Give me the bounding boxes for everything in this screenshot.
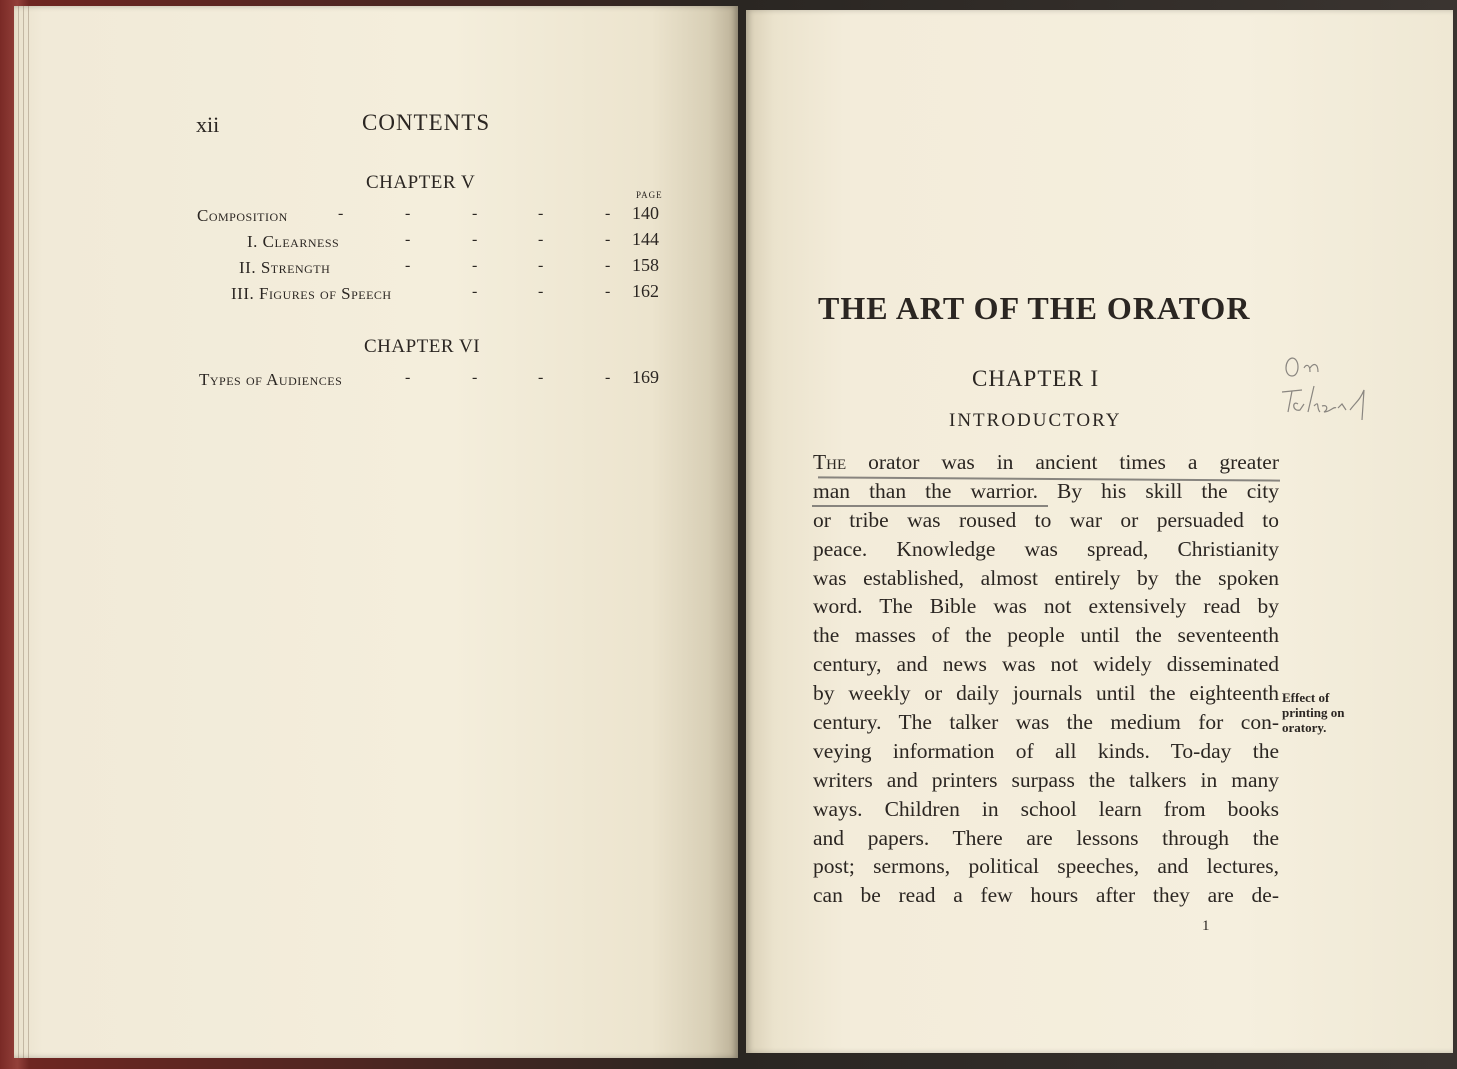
body-line: century. The talker was the medium for con- — [813, 710, 1279, 735]
body-line: or tribe was roused to war or persuaded to — [813, 507, 1279, 532]
chapter-heading: CHAPTER I — [972, 366, 1100, 391]
toc-entry-label: II. Strength — [239, 258, 331, 277]
body-line: ways. Children in school learn from books — [813, 796, 1279, 821]
body-line: and papers. There are lessons through the — [813, 825, 1279, 850]
body-line: was established, almost entirely by the spoken — [813, 565, 1279, 590]
folio: 1 — [1202, 918, 1210, 934]
body-line: veying information of all kinds. To-day the — [813, 738, 1279, 763]
toc-entry-label: III. Figures of Speech — [231, 284, 392, 303]
toc-entry-label: Composition — [197, 206, 288, 225]
margin-note: Effect of printing on oratory. — [1282, 690, 1345, 735]
body-paragraph — [813, 448, 1279, 910]
toc-page-number: 140 — [632, 203, 659, 223]
body-line: the masses of the people until the seventeenth — [813, 623, 1279, 648]
body-line: by weekly or daily journals until the eighteenth — [813, 681, 1279, 706]
body-line: man than the warrior. By his skill the city — [813, 478, 1279, 503]
body-line: peace. Knowledge was spread, Christianity — [813, 536, 1279, 561]
running-head: CONTENTS — [362, 110, 491, 135]
handwritten-annotation — [1280, 350, 1400, 430]
chapter-heading: CHAPTER V — [366, 172, 476, 193]
body-line: can be read a few hours after they are de- — [813, 883, 1279, 908]
body-line: century, and news was not widely disseminated — [813, 652, 1279, 677]
page-number: xii — [196, 112, 220, 137]
body-line: post; sermons, political speeches, and lectures, — [813, 854, 1279, 879]
book-title: THE ART OF THE ORATOR — [818, 290, 1251, 326]
toc-page-number: 158 — [632, 255, 659, 275]
toc-page-number: 144 — [632, 229, 659, 249]
section-heading: INTRODUCTORY — [949, 410, 1122, 431]
body-line: The orator was in ancient times a greater — [813, 450, 1279, 474]
body-line: writers and printers surpass the talkers in many — [813, 767, 1279, 792]
toc-page-number: 169 — [632, 367, 659, 387]
body-line: word. The Bible was not extensively read by — [813, 594, 1279, 619]
left-page — [14, 6, 738, 1058]
toc-entry-label: Types of Audiences — [199, 370, 343, 389]
toc-entry-label: I. Clearness — [247, 232, 340, 251]
toc-page-number: 162 — [632, 281, 659, 301]
chapter-heading: CHAPTER VI — [364, 336, 481, 357]
page-column-label: PAGE — [636, 190, 663, 200]
